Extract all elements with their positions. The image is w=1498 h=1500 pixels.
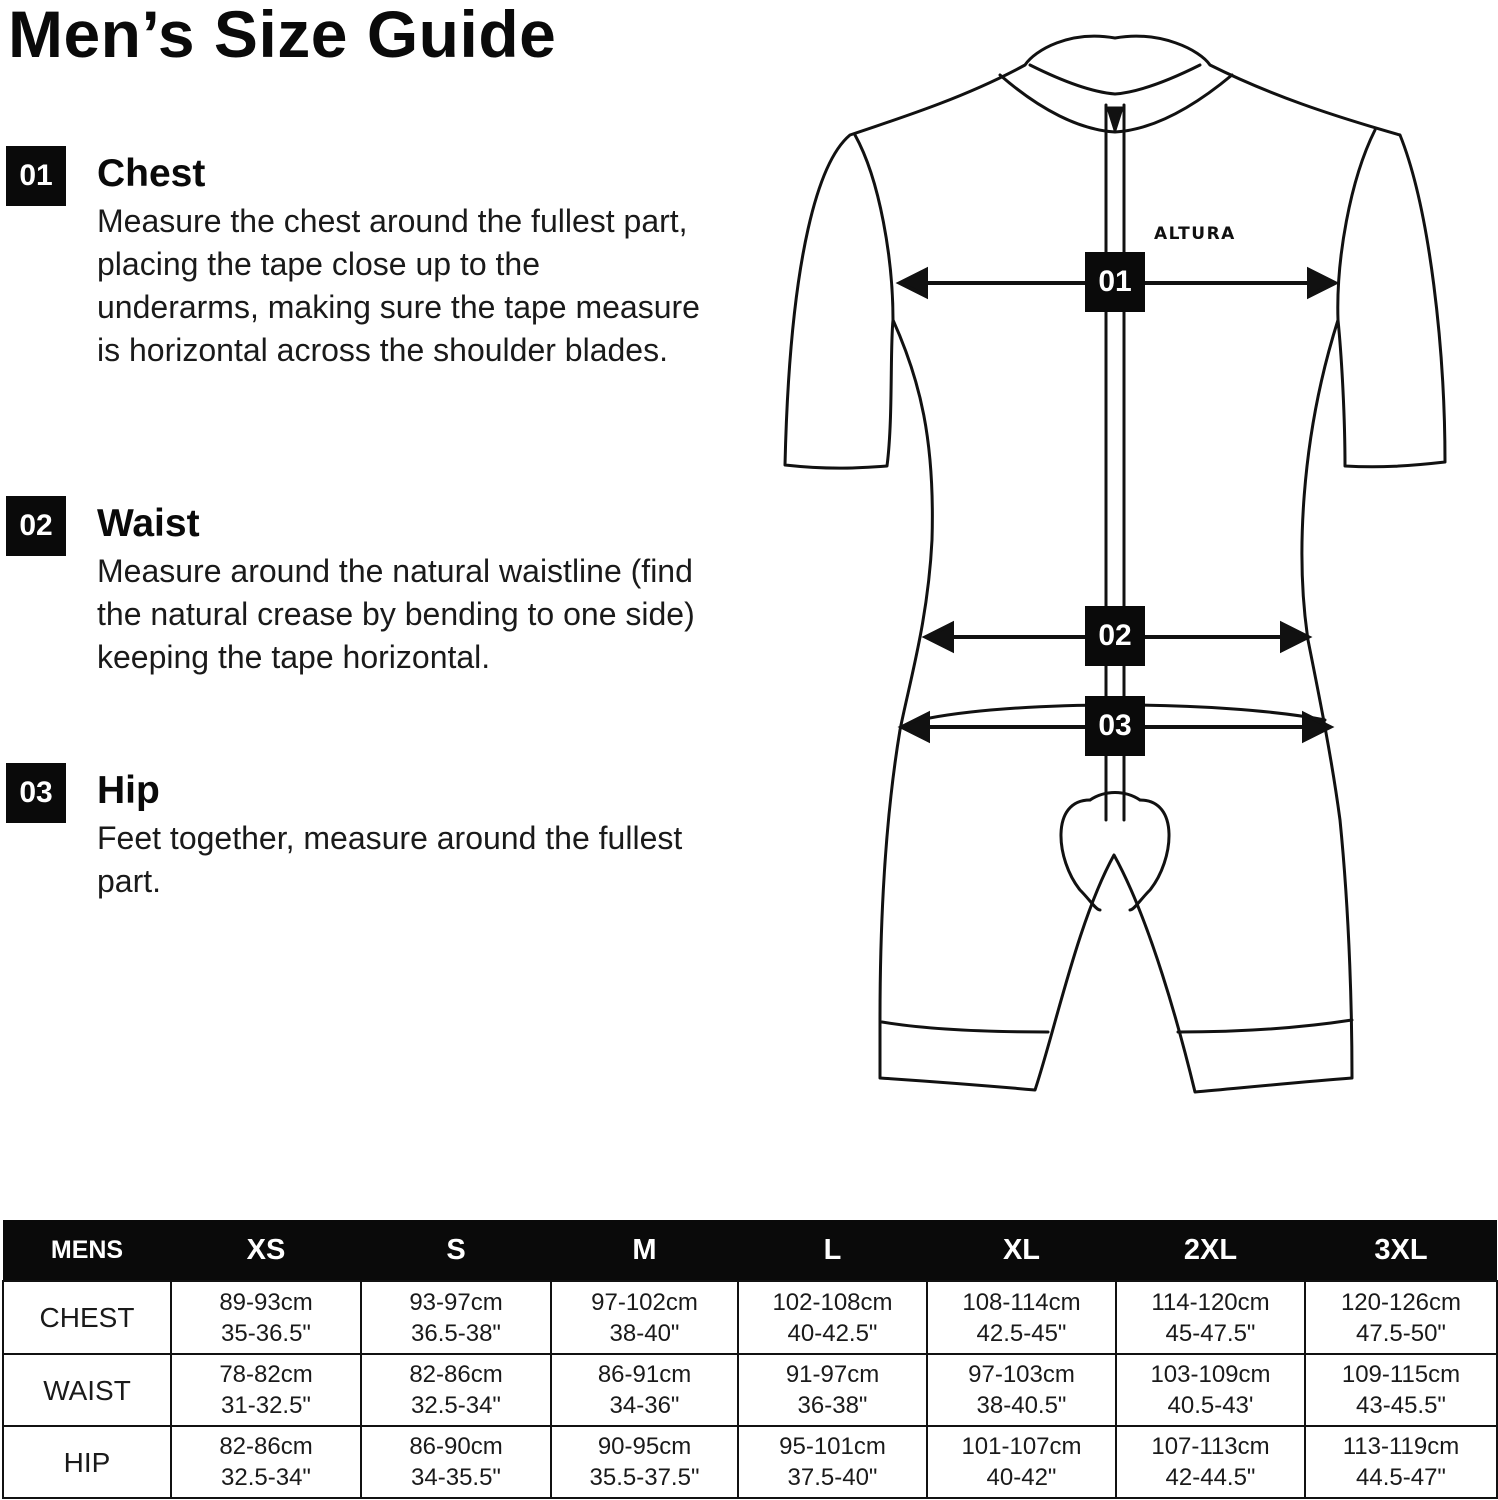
- cell-in: 34-36": [609, 1392, 680, 1419]
- row-label: HIP: [3, 1426, 171, 1498]
- table-corner-label: MENS: [3, 1220, 171, 1281]
- cell-cm: 113-119cm: [1342, 1433, 1460, 1460]
- cell-cm: 120-126cm: [1340, 1288, 1462, 1316]
- table-cell: [171, 1354, 361, 1426]
- cell-cm: 82-86cm: [409, 1361, 503, 1388]
- section-description: Measure around the natural waistline (find the natural crease by bending to one side) keeping the tape horizontal.: [97, 553, 695, 675]
- table-header-row: [3, 1220, 1497, 1281]
- cell-in: 36.5-38": [411, 1319, 501, 1347]
- cell-cm: 97-102cm: [591, 1288, 698, 1316]
- cell-in: 43-45.5": [1356, 1392, 1446, 1419]
- cell-in: 47.5-50": [1356, 1319, 1446, 1347]
- marker-hip: 03: [1085, 696, 1145, 756]
- section-description: Measure the chest around the fullest part, placing the tape close up to the underarms, making sure the tape measure is horizontal across the shoulder blades.: [97, 203, 700, 368]
- cell-in: 32.5-34": [221, 1464, 311, 1491]
- table-cell: [171, 1426, 361, 1498]
- table-cell: [738, 1426, 927, 1498]
- cell-in: 45-47.5": [1165, 1319, 1256, 1347]
- cell-in: 34-35.5": [411, 1464, 501, 1491]
- table-cell: [1305, 1281, 1497, 1354]
- size-header-l: L: [738, 1220, 927, 1281]
- table-row-waist: [3, 1354, 1497, 1426]
- section-description: Feet together, measure around the fullest part.: [97, 820, 683, 899]
- table-cell: [927, 1281, 1116, 1354]
- table-cell: [361, 1426, 551, 1498]
- cell-cm: 91-97cm: [785, 1361, 880, 1388]
- size-header-s: S: [361, 1220, 551, 1281]
- table-cell: [738, 1354, 927, 1426]
- bodysuit-diagram: [760, 20, 1480, 1110]
- cell-cm: 78-82cm: [219, 1361, 313, 1388]
- table-row-chest: [3, 1281, 1497, 1354]
- table-cell: [1116, 1354, 1305, 1426]
- cell-in: 36-38": [797, 1392, 868, 1419]
- table-cell: [1305, 1426, 1497, 1498]
- cell-in: 35.5-37.5": [589, 1464, 700, 1491]
- table-row-hip: [3, 1426, 1497, 1498]
- cell-cm: 82-86cm: [219, 1433, 313, 1460]
- cell-cm: 89-93cm: [219, 1288, 313, 1316]
- row-label: CHEST: [3, 1281, 171, 1354]
- cell-in: 32.5-34": [411, 1392, 501, 1419]
- table-cell: [171, 1281, 361, 1354]
- table-cell: [551, 1426, 738, 1498]
- table-cell: [551, 1354, 738, 1426]
- size-header-3xl: 3XL: [1305, 1220, 1497, 1281]
- cell-cm: 93-97cm: [409, 1288, 503, 1316]
- cell-in: 38-40": [609, 1319, 680, 1347]
- table-cell: [361, 1281, 551, 1354]
- section-number-badge: 01: [6, 146, 66, 206]
- cell-in: 40-42.5": [787, 1319, 878, 1347]
- cell-cm: 90-95cm: [597, 1433, 692, 1460]
- section-title: Chest: [97, 152, 206, 195]
- cell-in: 42-44.5": [1165, 1464, 1256, 1491]
- section-number-badge: 02: [6, 496, 66, 556]
- cell-in: 35-36.5": [221, 1319, 311, 1347]
- size-header-xl: XL: [927, 1220, 1116, 1281]
- cell-in: 31-32.5": [221, 1392, 311, 1419]
- size-header-2xl: 2XL: [1116, 1220, 1305, 1281]
- bodysuit-outline-icon: [760, 20, 1480, 1110]
- cell-in: 40.5-43': [1167, 1392, 1254, 1419]
- section-title: Hip: [97, 769, 160, 812]
- cell-cm: 86-91cm: [597, 1361, 692, 1388]
- table-cell: [361, 1354, 551, 1426]
- size-header-m: M: [551, 1220, 738, 1281]
- cell-cm: 95-101cm: [779, 1433, 886, 1460]
- brand-logo: ALTURA: [1154, 224, 1236, 244]
- cell-cm: 108-114cm: [962, 1288, 1081, 1316]
- section-title: Waist: [97, 502, 200, 545]
- cell-cm: 101-107cm: [961, 1433, 1082, 1460]
- cell-cm: 86-90cm: [409, 1433, 503, 1460]
- cell-in: 42.5-45": [976, 1319, 1067, 1347]
- page-title: Men’s Size Guide: [8, 0, 557, 71]
- cell-cm: 114-120cm: [1151, 1288, 1270, 1316]
- table-cell: [927, 1426, 1116, 1498]
- bodysuit-outline: [785, 36, 1445, 1092]
- row-label: WAIST: [3, 1354, 171, 1426]
- cell-cm: 103-109cm: [1150, 1361, 1271, 1388]
- marker-chest: 01: [1085, 252, 1145, 312]
- table-cell: [1116, 1281, 1305, 1354]
- section-number-badge: 03: [6, 763, 66, 823]
- marker-waist: 02: [1085, 606, 1145, 666]
- cell-in: 44.5-47": [1356, 1464, 1446, 1491]
- cell-cm: 102-108cm: [772, 1288, 893, 1316]
- table-cell: [738, 1281, 927, 1354]
- cell-in: 37.5-40": [787, 1464, 878, 1491]
- table-cell: [1305, 1354, 1497, 1426]
- size-chart-table: [2, 1220, 1498, 1499]
- table-cell: [551, 1281, 738, 1354]
- cell-cm: 107-113cm: [1151, 1433, 1270, 1460]
- size-header-xs: XS: [171, 1220, 361, 1281]
- table-cell: [1116, 1426, 1305, 1498]
- cell-in: 40-42": [986, 1464, 1057, 1491]
- cell-cm: 109-115cm: [1341, 1361, 1461, 1388]
- table-cell: [927, 1354, 1116, 1426]
- cell-cm: 97-103cm: [968, 1361, 1075, 1388]
- cell-in: 38-40.5": [976, 1392, 1067, 1419]
